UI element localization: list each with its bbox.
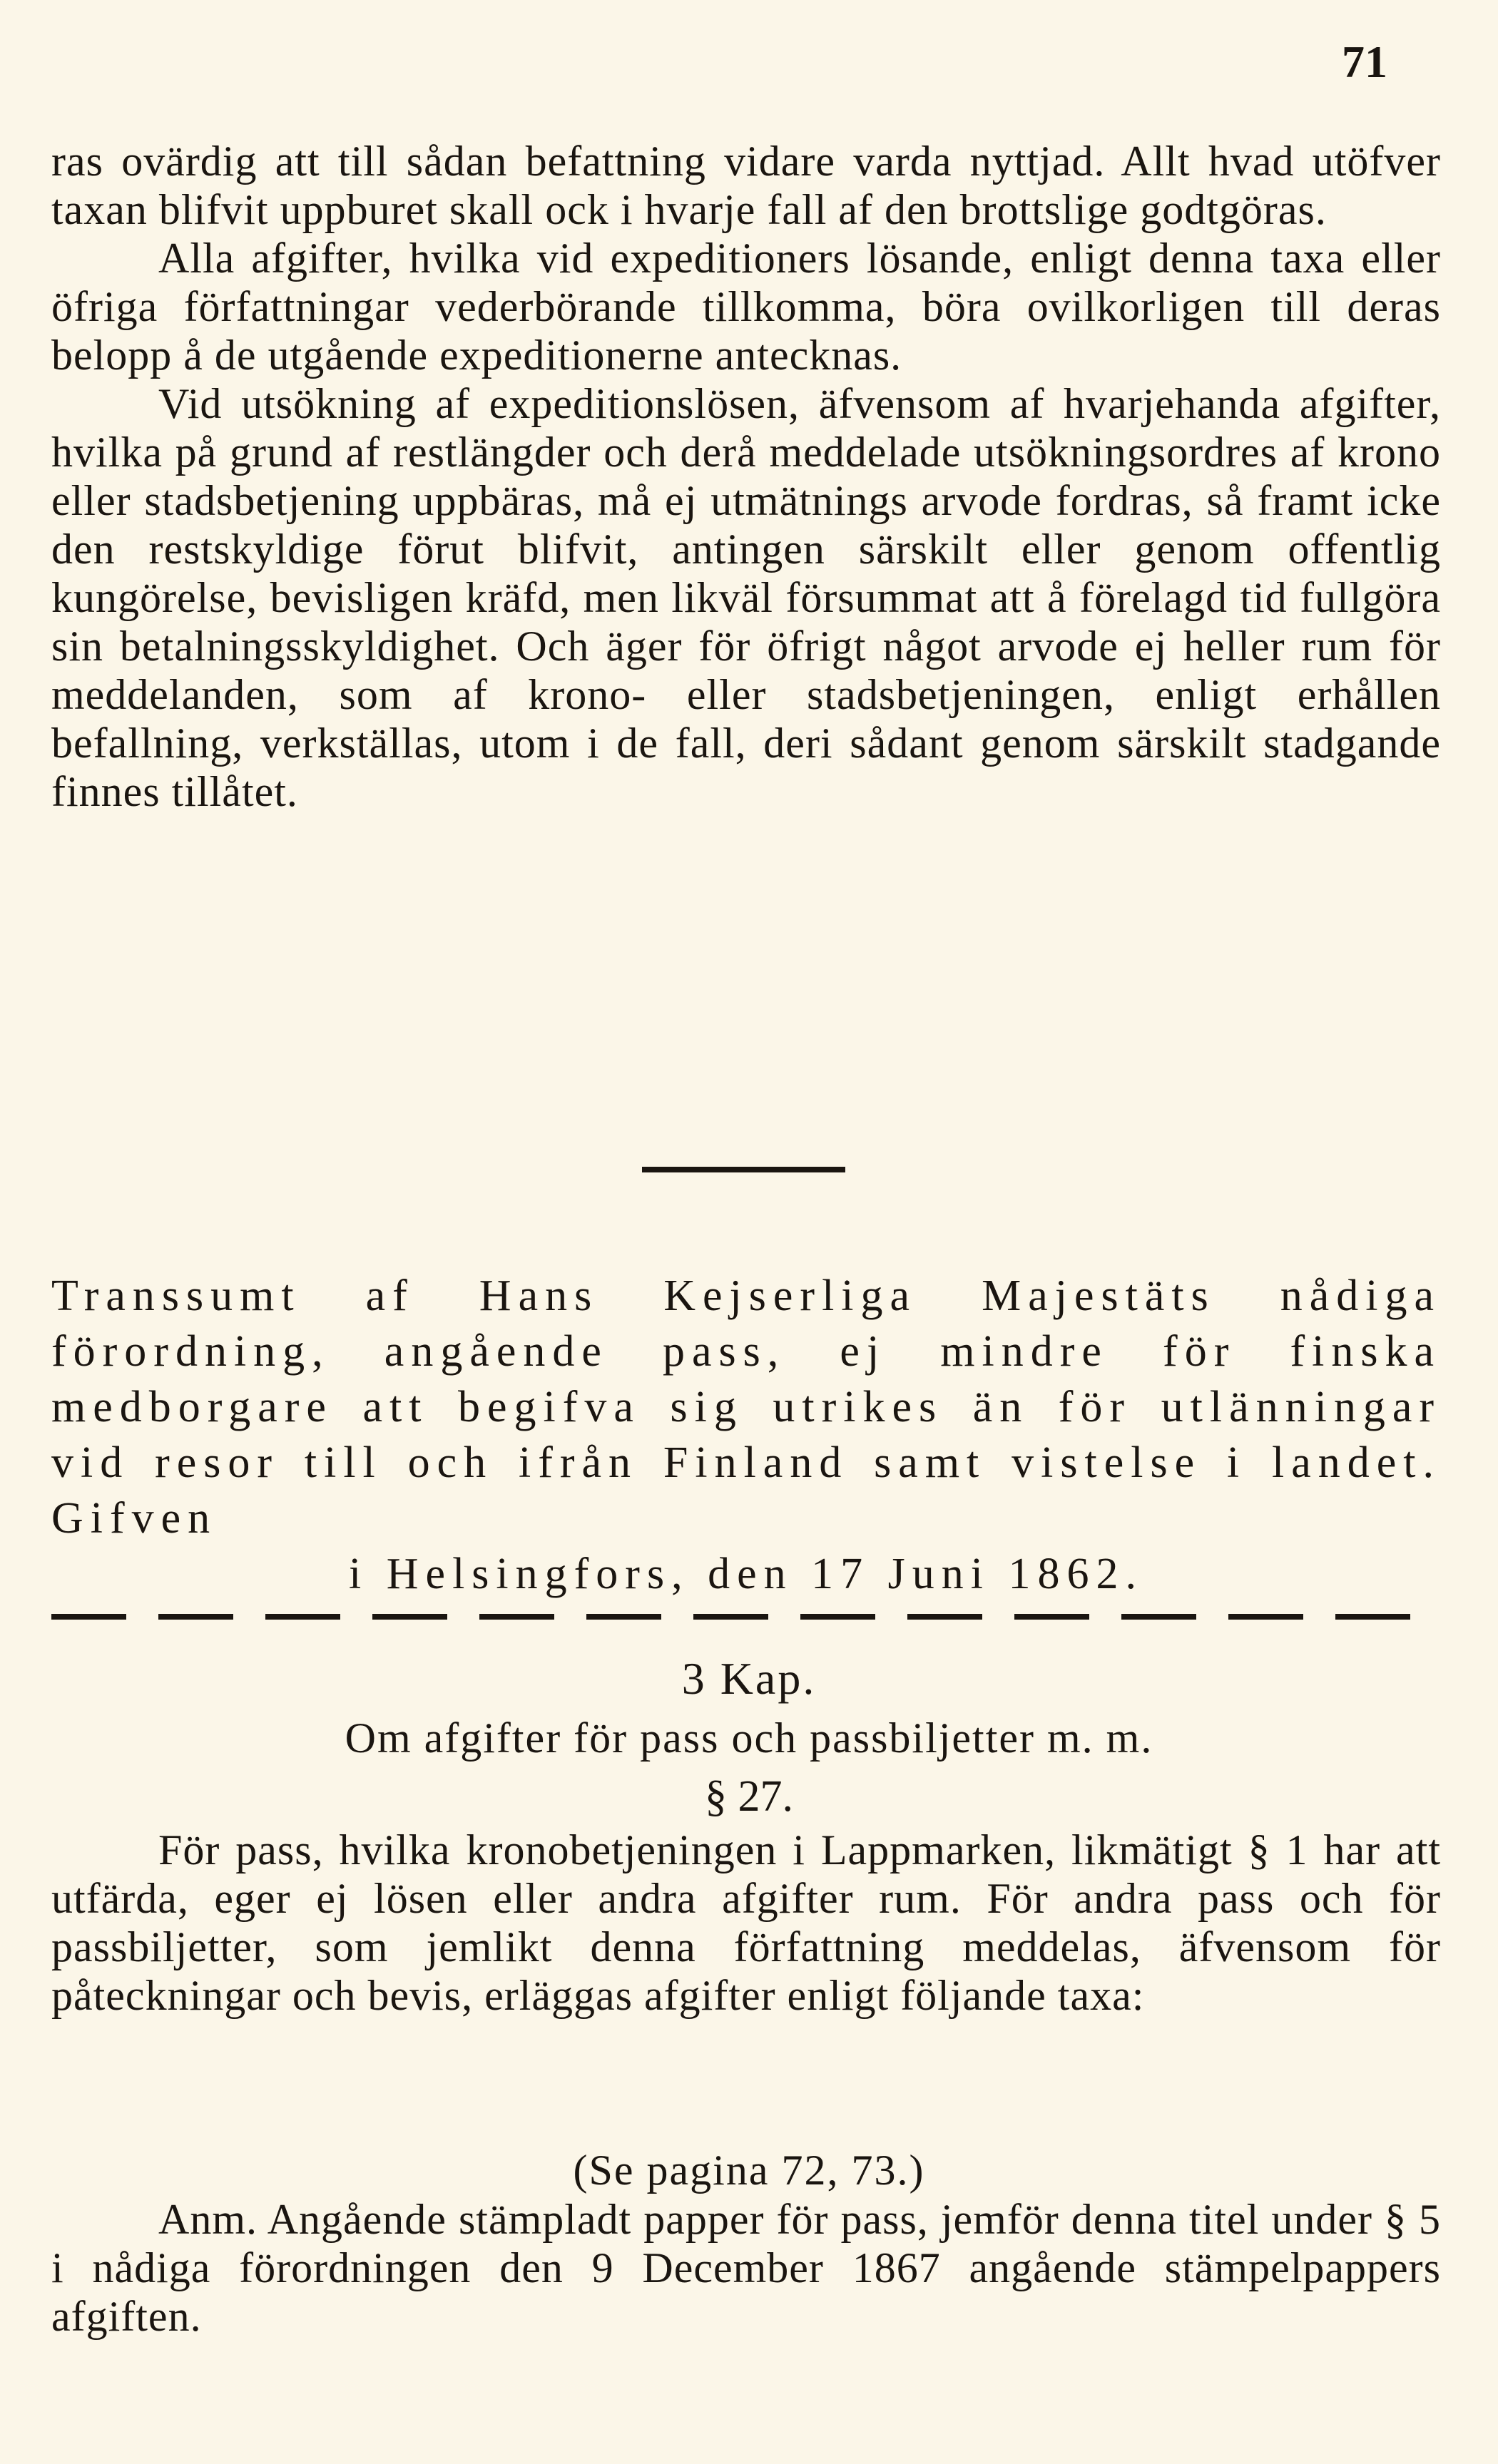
- chapter-label: 3 Kap.: [681, 1653, 817, 1704]
- section-text-block: [51, 1826, 1441, 2020]
- ordinance-title: [51, 1268, 1441, 1602]
- dashed-divider: [51, 1614, 1442, 1620]
- chapter-heading: Om afgifter för pass och passbiljetter m. m.: [345, 1714, 1153, 1762]
- note-text-block: [51, 2195, 1441, 2341]
- opening-text-block: [51, 137, 1441, 816]
- section-number: § 27.: [705, 1772, 793, 1821]
- annotation-note: Anm. Angående stämpladt papper för pass, jemför denna titel under § 5 i nådiga förordningen den 9 December 1867 angående stämpelpappers afgiften.: [51, 2196, 1441, 2340]
- ordinance-title-date: i Helsingfors, den 17 Juni 1862.: [349, 1550, 1143, 1598]
- paragraph-4: För pass, hvilka kronobetjeningen i Lappmarken, likmätigt § 1 har att utfärda, eger ej lösen eller andra afgifter rum. För andra pass och för passbiljetter, som jemlikt denna författning meddelas, äfvensom för påteckningar och bevis, erläggas afgifter enligt följande taxa:: [51, 1826, 1441, 2019]
- ordinance-title-main: Transsumt af Hans Kejserliga Majestäts nådiga förordning, angående pass, ej mindre för finska medborgare att begifva sig utrikes än för utlänningar vid resor till och ifrån Finland samt vistelse i landet. Gifven: [51, 1272, 1441, 1543]
- section-divider-rule: [642, 1167, 845, 1172]
- paragraph-3: Vid utsökning af expeditionslösen, äfvensom af hvarjehanda afgifter, hvilka på grund af restlängder och derå meddelade utsökningsordres af krono eller stadsbetjening uppbäras, må ej utmätnings arvode fordras, så framt icke den restskyldige förut blifvit, antingen särskilt eller genom offentlig kungörelse, bevisligen kräfd, men likväl försummat att å förelagd tid fullgöra sin betalningsskyldighet. Och äger för öfrigt något arvode ej heller rum för meddelanden, som af krono- eller stadsbetjeningen, enligt erhållen befallning, verkställas, utom i de fall, deri sådant genom särskilt stadgande finnes tillåtet.: [51, 380, 1441, 815]
- paragraph-1: ras ovärdig att till sådan befattning vidare varda nyttjad. Allt hvad utöfver taxan blifvit uppburet skall ock i hvarje fall af den brottslige godtgöras.: [51, 138, 1441, 233]
- page-reference: (Se pagina 72, 73.): [573, 2147, 925, 2194]
- page-number: 71: [1342, 36, 1387, 87]
- paragraph-2: Alla afgifter, hvilka vid expeditioners lösande, enligt denna taxa eller öfriga författningar vederbörande tillkomma, böra ovilkorligen till deras belopp å de utgående expeditionerne antecknas.: [51, 235, 1441, 379]
